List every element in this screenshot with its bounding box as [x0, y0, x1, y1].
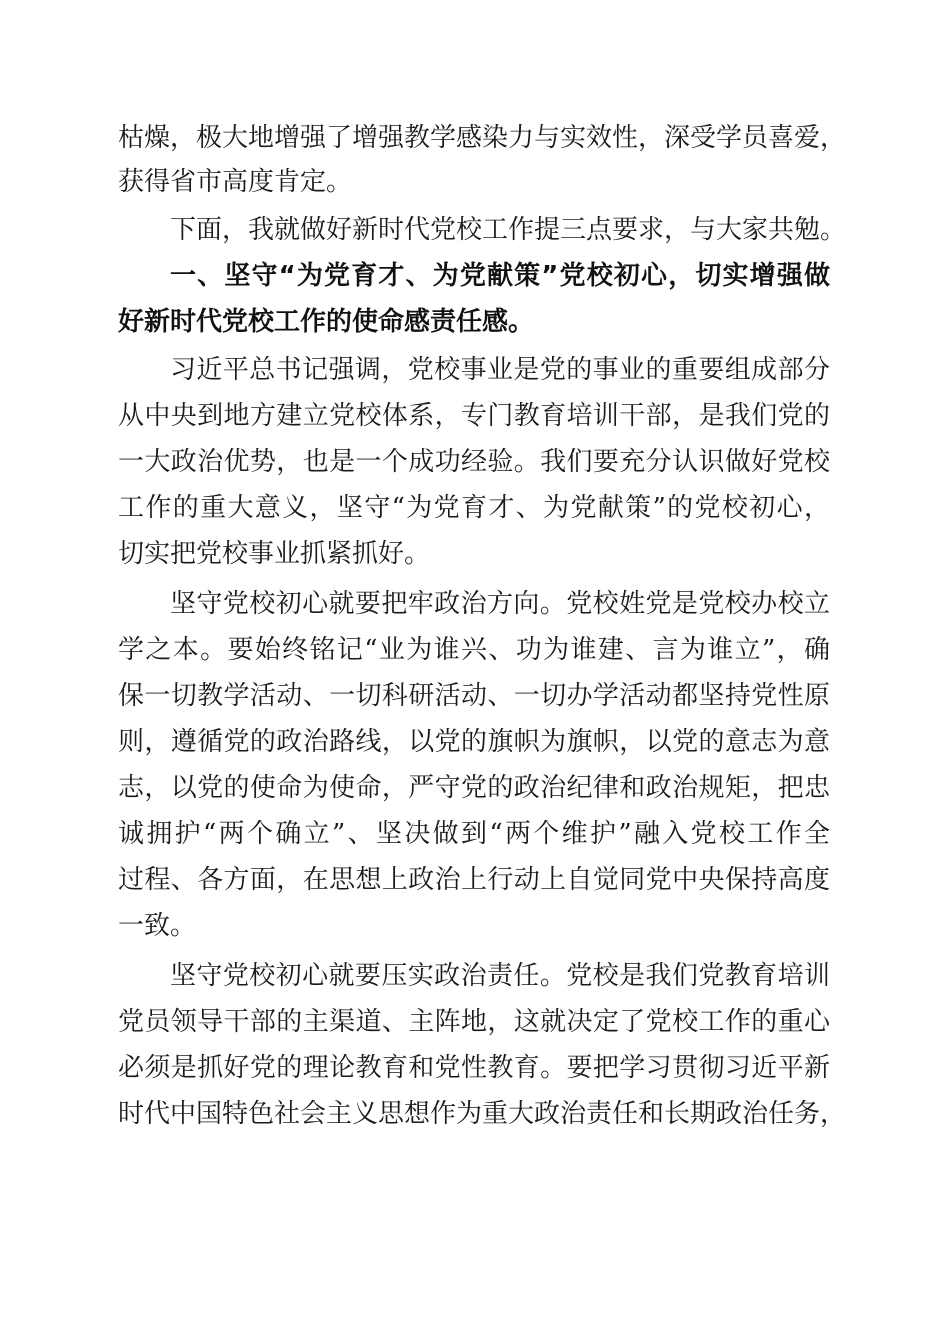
paragraph-line: 从中央到地方建立党校体系，专门教育培训干部，是我们党的 — [118, 401, 830, 431]
paragraph-line: 必须是抓好党的理论教育和党性教育。要把学习贯彻习近平新 — [118, 1053, 830, 1083]
paragraph-line: 工作的重大意义，坚守“为党育才、为党献策”的党校初心， — [118, 493, 830, 523]
paragraph-line: 一大政治优势，也是一个成功经验。我们要充分认识做好党校 — [118, 447, 830, 477]
paragraph-line: 习近平总书记强调，党校事业是党的事业的重要组成部分 — [170, 355, 830, 385]
paragraph-line: 诚拥护“两个确立”、坚决做到“两个维护”融入党校工作全 — [118, 819, 830, 849]
paragraph-line: 坚守党校初心就要把牢政治方向。党校姓党是党校办校立 — [170, 589, 830, 619]
paragraph-line: 时代中国特色社会主义思想作为重大政治责任和长期政治任务， — [118, 1099, 847, 1129]
paragraph-line: 保一切教学活动、一切科研活动、一切办学活动都坚持党性原 — [118, 681, 830, 711]
paragraph-line: 学之本。要始终铭记“业为谁兴、功为谁建、言为谁立”，确 — [118, 635, 830, 665]
paragraph-line: 则，遵循党的政治路线，以党的旗帜为旗帜，以党的意志为意 — [118, 727, 830, 757]
paragraph-line: 过程、各方面，在思想上政治上行动上自觉同党中央保持高度 — [118, 865, 830, 895]
paragraph-line: 一致。 — [118, 911, 197, 941]
paragraph-line: 党员领导干部的主渠道、主阵地，这就决定了党校工作的重心 — [118, 1007, 830, 1037]
paragraph-line: 获得省市高度肯定。 — [118, 167, 353, 197]
paragraph-line: 志，以党的使命为使命，严守党的政治纪律和政治规矩，把忠 — [118, 773, 830, 803]
paragraph-line: 下面，我就做好新时代党校工作提三点要求，与大家共勉。 — [170, 215, 847, 245]
section-heading-line: 好新时代党校工作的使命感责任感。 — [118, 307, 535, 337]
paragraph-line: 切实把党校事业抓紧抓好。 — [118, 539, 431, 569]
paragraph-line: 坚守党校初心就要压实政治责任。党校是我们党教育培训 — [170, 961, 830, 991]
section-heading-line: 一、坚守“为党育才、为党献策”党校初心，切实增强做 — [170, 261, 830, 291]
paragraph-line: 枯燥，极大地增强了增强教学感染力与实效性，深受学员喜爱， — [118, 123, 847, 153]
